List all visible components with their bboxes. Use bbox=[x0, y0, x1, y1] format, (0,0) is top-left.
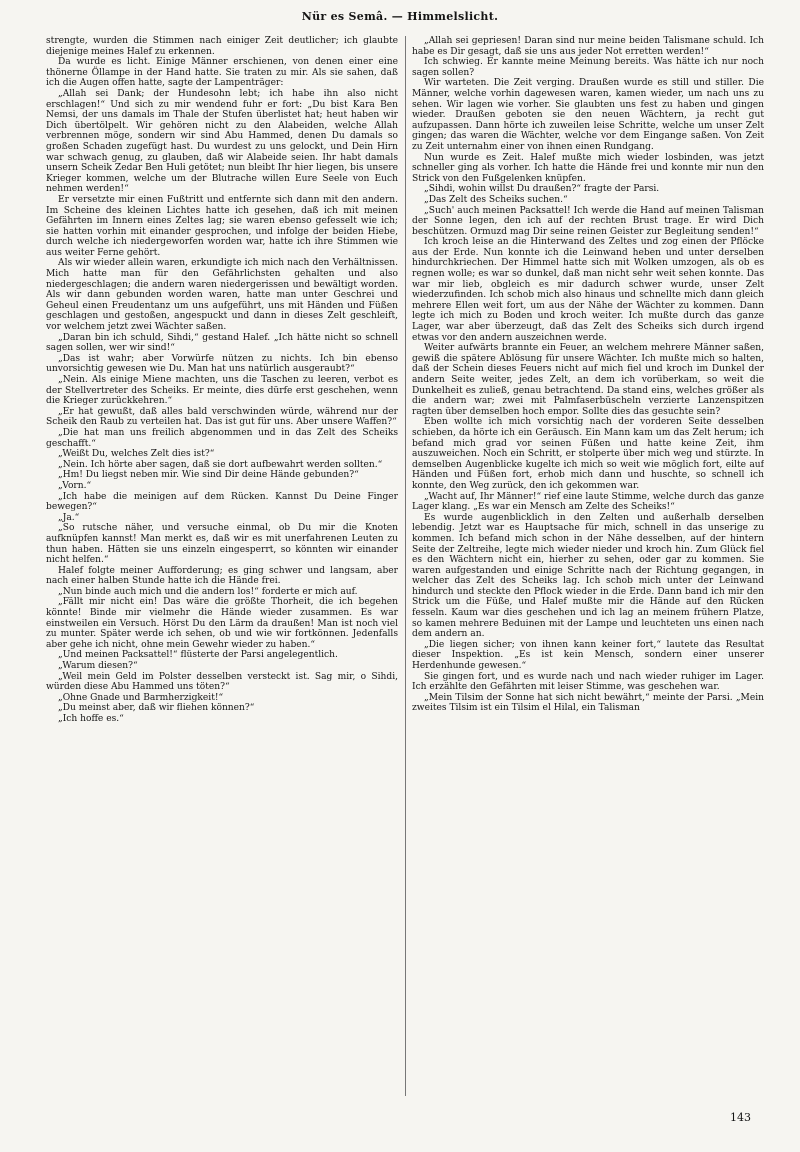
paragraph: „Daran bin ich schuld, Sihdi,“ gestand Halef. „Ich hätte nicht so schnell sagen sollen, wer wir sind!“ bbox=[46, 332, 398, 354]
paragraph: „Vorn.“ bbox=[58, 480, 92, 491]
paragraph: „Weil mein Geld im Polster desselben versteckt ist. Sag mir, o Sihdi, würden diese Abu Hammed uns töten?“ bbox=[46, 671, 398, 693]
paragraph: Sie gingen fort, und es wurde nach und nach wieder ruhiger im Lager. Ich erzählte den Gefährten mit leiser Stimme, was geschehen war. bbox=[412, 671, 764, 693]
paragraph: Nun wurde es Zeit. Halef mußte mich wieder losbinden, was jetzt schneller ging als vorher. Ich hatte die Hände frei und konnte mir nun den Strick von den Fußgelenken knüpfen. bbox=[412, 152, 764, 184]
paragraph: Es wurde augenblicklich in den Zelten und außerhalb derselben lebendig. Jetzt war es Hauptsache für mich, schnell in das unserige zu kommen. Ich befand mich schon in der Nähe desselben, auf der hintern Seite der Zeltreihe, legte mich wieder nieder und kroch hin. Zum Glück fiel es den Wächtern nicht ein, hierher zu sehen, oder gar zu kommen. Sie waren aufgestanden und einige Schritte nach der Richtung gegangen, in welcher das Zelt des Scheiks lag. Ich schob mich unter der Leinwand hindurch und steckte den Pflock wieder in die Erde. Dann band ich mir den Strick um die Füße, und Halef mußte mir die Hände auf den Rücken fesseln. Kaum war dies geschehen und ich lag an meinem frühern Platze, so kamen mehrere Beduinen mit der Lampe und leuchteten uns einen nach dem andern an. bbox=[412, 512, 764, 640]
paragraph: „Weißt Du, welches Zelt dies ist?“ bbox=[58, 449, 215, 460]
paragraph: „Nein. Ich hörte aber sagen, daß sie dort aufbewahrt werden sollten.“ bbox=[58, 459, 383, 470]
paragraph: Er versetzte mir einen Fußtritt und entfernte sich dann mit den andern. Im Scheine des kleinen Lichtes hatte ich gesehen, daß ich mit meinen Gefährten im Innern eines Zeltes lag; sie waren ebenso gefesselt wie ich; sie hatten vorhin mit einander gesprochen, und infolge der beiden Hiebe, durch welche ich niedergeworfen worden war, hatte ich ihre Stimmen wie aus weiter Ferne gehört. bbox=[46, 194, 398, 258]
paragraph: „Die liegen sicher; von ihnen kann keiner fort,“ lautete das Resultat dieser Inspektion. „Es ist kein Mensch, sondern einer unserer Herdenhunde gewesen.“ bbox=[412, 639, 764, 672]
paragraph: „Ohne Gnade und Barmherzigkeit!“ bbox=[58, 692, 224, 703]
paragraph: „Wacht auf, Ihr Männer!“ rief eine laute Stimme, welche durch das ganze Lager klang. „Es war ein Mensch am Zelte des Scheiks!“ bbox=[412, 491, 764, 513]
paragraph: „Nein. Als einige Miene machten, uns die Taschen zu leeren, verbot es der Stellvertreter des Scheiks. Er meinte, dies dürfe erst geschehen, wenn die Krieger zurückkehren.“ bbox=[46, 375, 398, 407]
page-number: 143 bbox=[730, 1111, 751, 1124]
paragraph: Ich schwieg. Er kannte meine Meinung bereits. Was hätte ich nur noch sagen sollen? bbox=[412, 57, 764, 78]
paragraph: „Du meinst aber, daß wir fliehen können?“ bbox=[58, 703, 255, 714]
paragraph: „Allah sei Dank; der Hundesohn lebt; ich habe ihn also nicht erschlagen!“ Und sich zu mir wendend fuhr er fort: „Du bist Kara Ben Nemsi, der uns damals im Thale der Stufen überlistet hat; heut haben wir Dich übertölpelt. Wir gehören nicht zu den Alabeiden, welche Allah verbrennen möge, sondern wir sind Abu Hammed, denen Du damals so großen Schaden zugefügt hast. Du wurdest zu uns gelockt, und Dein Hirn war schwach genug, zu glauben, daß wir Alabeide seien. Ihr habt damals unsern Scheik Zedar Ben Huli getötet; nun bleibt Ihr hier liegen, bis unsere Krieger kommen, welche um der Blutrache willen Eure Seele von Euch nehmen werden!“ bbox=[46, 88, 398, 195]
paragraph: „Allah sei gepriesen! Daran sind nur meine beiden Talismane schuld. Ich habe es Dir gesagt, daß sie uns aus jeder Not erretten werden!“ bbox=[412, 36, 764, 57]
paragraph: „So rutsche näher, und versuche einmal, ob Du mir die Knoten aufknüpfen kannst! Man merkt es, daß wir es mit unerfahrenen Leuten zu thun haben. Hätten sie uns einzeln eingesperrt, so könnten wir einander nicht helfen.“ bbox=[46, 523, 398, 566]
paragraph: „Ich hoffe es.“ bbox=[58, 714, 124, 724]
paragraph: „Hm! Du liegst neben mir. Wie sind Dir deine Hände gebunden?“ bbox=[58, 470, 359, 481]
paragraph: Halef folgte meiner Aufforderung; es ging schwer und langsam, aber nach einer halben Stunde hatte ich die Hände frei. bbox=[46, 565, 398, 587]
paragraph: Da wurde es licht. Einige Männer erschienen, von denen einer eine thönerne Öllampe in der Hand hatte. Sie traten zu mir. Als sie sahen, daß ich die Augen offen hatte, sagte der Lampenträger: bbox=[46, 57, 398, 89]
paragraph: Weiter aufwärts brannte ein Feuer, an welchem mehrere Männer saßen, gewiß die spätere Ablösung für unsere Wächter. Ich mußte mich so halten, daß der Schein dieses Feuers nicht auf mich fiel und kroch im Dunkel der andern Seite weiter, jedes Zelt, an dem ich vorüberkam, so weit die Dunkelheit es zuließ, genau betrachtend. Da stand eins, welches größer als die andern war; zwei mit Palmfaserbüscheln verzierte Lanzenspitzen ragten über demselben hoch empor. Sollte dies das gesuchte sein? bbox=[412, 343, 764, 417]
paragraph: strengte, wurden die Stimmen nach einiger Zeit deutlicher; ich glaubte diejenige meines Halef zu erkennen. bbox=[46, 36, 398, 57]
paragraph: „Die hat man uns freilich abgenommen und in das Zelt des Scheiks geschafft.“ bbox=[46, 427, 398, 449]
paragraph: „Ja.“ bbox=[58, 512, 80, 523]
running-header: Nür es Semâ. — Himmelslicht. bbox=[301, 10, 499, 23]
left-column bbox=[46, 36, 398, 1100]
paragraph: Ich kroch leise an die Hinterwand des Zeltes und zog einen der Pflöcke aus der Erde. Nun konnte ich die Leinwand heben und unter derselben hindurchkriechen. Der Himmel hatte sich mit Wolken umzogen, als ob es regnen wolle; es war so dunkel, daß man nicht sehr weit sehen konnte. Das war mir lieb, obgleich es mir dadurch schwer wurde, unser Zelt wiederzufinden. Ich schob mich also hinaus und schnellte mich dann gleich mehrere Ellen weit fort, um aus der Nähe der Wächter zu kommen. Dann legte ich mich zu Boden und kroch weiter. Ich mußte durch das ganze Lager, war aber überzeugt, daß das Zelt des Scheiks sich durch irgend etwas vor den andern auszeichnen werde. bbox=[412, 237, 764, 343]
paragraph: „Warum diesen?“ bbox=[58, 661, 138, 672]
paragraph: Als wir wieder allein waren, erkundigte ich mich nach den Verhältnissen. Mich hatte man für den Gefährlichsten gehalten und also niedergeschlagen; die andern waren niedergerissen und bewältigt worden. Als wir dann gebunden worden waren, hatte man unter Geschrei und Geheul einen Freudentanz um uns aufgeführt, uns mit Händen und Füßen geschlagen und gestoßen, angespuckt und dann in dieses Zelt geschleift, vor welchem jetzt zwei Wächter saßen. bbox=[46, 258, 398, 333]
paragraph: „Das ist wahr; aber Vorwürfe nützen zu nichts. Ich bin ebenso unvorsichtig gewesen wie Du. Man hat uns natürlich ausgeraubt?“ bbox=[46, 353, 398, 375]
paragraph: „Ich habe die meinigen auf dem Rücken. Kannst Du Deine Finger bewegen?“ bbox=[46, 491, 398, 513]
paragraph: „Er hat gewußt, daß alles bald verschwinden würde, während nur der Scheik den Raub zu verteilen hat. Das ist gut für uns. Aber unsere Waffen?“ bbox=[46, 406, 398, 428]
paragraph: „Fällt mir nicht ein! Das wäre die größte Thorheit, die ich begehen könnte! Binde mir vielmehr die Hände wieder zusammen. Es war einstweilen ein Versuch. Hörst Du den Lärm da draußen! Man ist noch viel zu munter. Später werde ich sehen, ob und wie wir fortkönnen. Jedenfalls aber gehe ich nicht, ohne mein Gewehr wieder zu haben.“ bbox=[46, 597, 398, 650]
paragraph: Wir warteten. Die Zeit verging. Draußen wurde es still und stiller. Die Männer, welche vorhin dagewesen waren, kamen wieder, um nach uns zu sehen. Wir lagen wie vorher. Sie glaubten uns fest zu haben und gingen wieder. Draußen geboten sie den neuen Wächtern, ja recht gut aufzupassen. Dann hörte ich zuweilen leise Schritte, welche um unser Zelt gingen; das waren die Wächter, welche vor dem Eingange saßen. Von Zeit zu Zeit unternahm einer von ihnen einen Rundgang. bbox=[412, 78, 764, 152]
paragraph: „Such' auch meinen Packsattel! Ich werde die Hand auf meinen Talisman der Sonne legen, den ich auf der rechten Brust trage. Er wird Dich beschützen. Ormuzd mag Dir seine reinen Geister zur Begleitung senden!“ bbox=[412, 205, 764, 237]
paragraph: „Sihdi, wohin willst Du draußen?“ fragte der Parsi. bbox=[424, 184, 660, 195]
text-columns bbox=[46, 36, 764, 1100]
paragraph: „Und meinen Packsattel!“ flüsterte der Parsi angelegentlich. bbox=[58, 650, 338, 661]
paragraph: „Nun binde auch mich und die andern los!“ forderte er mich auf. bbox=[58, 586, 358, 597]
paragraph: Eben wollte ich mich vorsichtig nach der vorderen Seite desselben schieben, da hörte ich ein Geräusch. Ein Mann kam um das Zelt herum; ich befand mich grad vor seinen Füßen und hatte keine Zeit, ihm auszuweichen. Noch ein Schritt, er stolperte über mich weg und stürzte. In demselben Augenblicke kugelte ich mich so weit wie möglich fort, eilte auf Händen und Füßen fort, erhob mich dann und huschte, so schnell ich konnte, den Weg zurück, den ich gekommen war. bbox=[412, 417, 764, 491]
paragraph: „Mein Tilsim der Sonne hat sich nicht bewährt,“ meinte der Parsi. „Mein zweites Tilsim ist ein Tilsim el Hilal, ein Talisman bbox=[412, 692, 764, 714]
paragraph: „Das Zelt des Scheiks suchen.“ bbox=[424, 194, 568, 205]
right-column bbox=[412, 36, 764, 1100]
